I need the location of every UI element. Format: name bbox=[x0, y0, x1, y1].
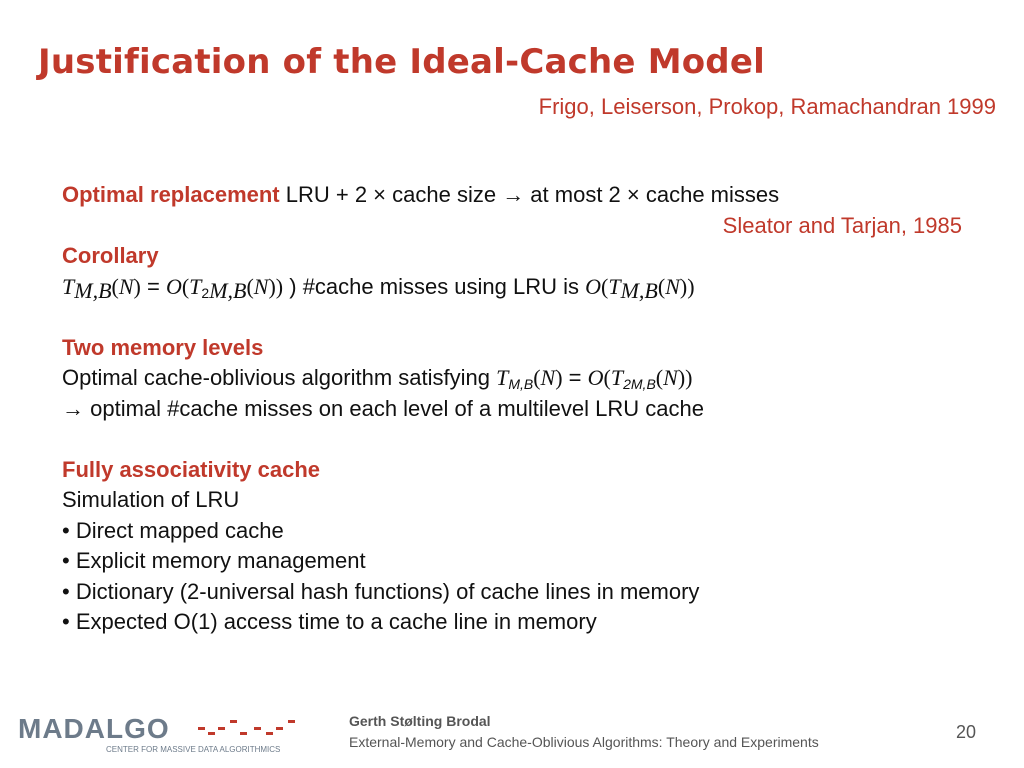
slide-body bbox=[62, 180, 982, 638]
math-paren: ( bbox=[601, 273, 609, 299]
math-N: N bbox=[118, 273, 134, 299]
corollary-formula: $T_{M,B}(N) = O(T_{2M,B}(N))$ ) #cache misses using LRU is $O(T_{M,B}(N))$ bbox=[62, 273, 695, 303]
math-paren: ( bbox=[181, 273, 190, 299]
logo-dashes-icon bbox=[198, 720, 295, 735]
bullet-item: • Expected O(1) access time to a cache line in memory bbox=[62, 609, 597, 634]
spacer bbox=[62, 424, 982, 455]
math-N: N bbox=[253, 273, 269, 299]
math-T: T bbox=[62, 273, 75, 299]
math-N: N bbox=[663, 365, 678, 390]
madalgo-logo bbox=[18, 712, 318, 756]
spacer bbox=[62, 302, 982, 333]
math-O: O bbox=[585, 273, 602, 299]
math-N: N bbox=[665, 273, 680, 299]
math-sub-2MB: 2M,B bbox=[623, 376, 656, 392]
optimal-replacement-text: LRU + 2 × cache size → at most 2 × cache misses bbox=[279, 182, 780, 207]
sleator-tarjan-citation: Sleator and Tarjan, 1985 bbox=[722, 212, 962, 238]
math-paren: ( bbox=[657, 273, 666, 299]
math-paren: ( bbox=[246, 273, 254, 299]
math-paren: )) bbox=[268, 273, 284, 299]
math-paren: )) bbox=[677, 365, 693, 390]
optimal-replacement-heading: Optimal replacement bbox=[62, 182, 280, 207]
slide-title: Justification of the Ideal-Cache Model bbox=[38, 42, 765, 82]
logo-text: MADALGO bbox=[18, 713, 170, 744]
math-paren: )) bbox=[679, 273, 695, 299]
bullet-item: • Dictionary (2-universal hash functions) of cache lines in memory bbox=[62, 578, 700, 604]
math-paren: ( bbox=[111, 273, 119, 299]
math-N: N bbox=[540, 365, 556, 390]
footer-course: External-Memory and Cache-Oblivious Algorithms: Theory and Experiments bbox=[349, 734, 819, 750]
title-citation: Frigo, Leiserson, Prokop, Ramachandran 1999 bbox=[538, 94, 996, 119]
page-number: 20 bbox=[955, 722, 976, 742]
full-assoc-intro: Simulation of LRU bbox=[62, 487, 240, 512]
math-sub-MB: M,B bbox=[508, 376, 534, 392]
two-levels-line1 bbox=[62, 363, 982, 394]
two-levels-text: Optimal cache-oblivious algorithm satisfying bbox=[62, 365, 497, 390]
math-sub-MB: M,B bbox=[74, 277, 112, 303]
math-O: O bbox=[165, 273, 182, 299]
math-paren: ( bbox=[603, 365, 611, 390]
two-levels-line2: → optimal #cache misses on each level of a multilevel LRU cache bbox=[62, 395, 704, 421]
math-paren: ) bbox=[555, 365, 563, 390]
corollary-heading: Corollary bbox=[62, 243, 159, 268]
math-sub-2MB: 2 bbox=[201, 284, 210, 301]
corollary-text: ) #cache misses using LRU is bbox=[283, 273, 586, 299]
bullet-item: • Direct mapped cache bbox=[62, 517, 284, 543]
math-O: O bbox=[587, 365, 604, 390]
math-paren: ( bbox=[533, 365, 541, 390]
math-sub-MB: M,B bbox=[620, 277, 658, 303]
math-paren: ) bbox=[133, 273, 141, 299]
math-equals: = bbox=[562, 365, 588, 390]
math-T: T bbox=[496, 365, 509, 390]
footer-author: Gerth Stølting Brodal bbox=[349, 713, 491, 729]
math-paren: ( bbox=[655, 365, 664, 390]
full-assoc-heading: Fully associativity cache bbox=[62, 456, 321, 482]
math-equals: = bbox=[140, 273, 166, 299]
logo-subtitle: CENTER FOR MASSIVE DATA ALGORITHMICS bbox=[106, 745, 281, 754]
math-T: T bbox=[610, 365, 624, 390]
two-levels-heading: Two memory levels bbox=[62, 334, 264, 360]
bullet-item: • Explicit memory management bbox=[62, 548, 366, 573]
optimal-replacement-line bbox=[62, 180, 982, 211]
math-T: T bbox=[189, 273, 202, 299]
math-T: T bbox=[608, 273, 621, 299]
